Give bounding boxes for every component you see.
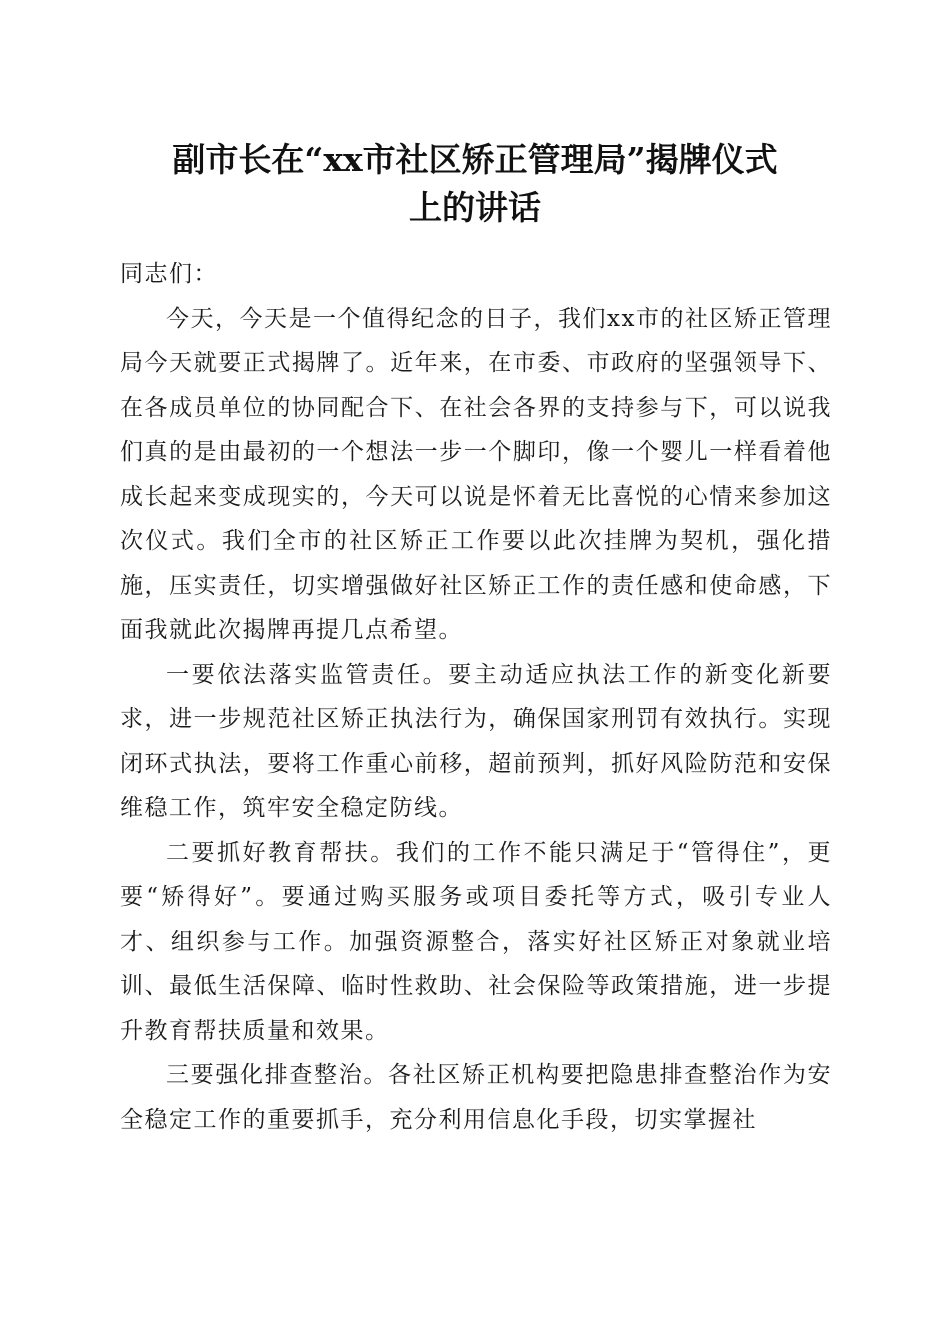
title-line-1: 副市长在“xx市社区矫正管理局”揭牌仪式: [172, 140, 778, 179]
document-body: [120, 252, 832, 1142]
document-title: [110, 136, 840, 232]
paragraph-point-1: 一要依法落实监管责任。要主动适应执法工作的新变化新要求，进一步规范社区矫正执法行为，确保国家刑罚有效执行。实现闭环式执法，要将工作重心前移，超前预判，抓好风险防范和安保维稳工作，筑牢安全稳定防线。: [120, 661, 832, 821]
paragraph-opening: 今天，今天是一个值得纪念的日子，我们xx市的社区矫正管理局今天就要正式揭牌了。近年来，在市委、市政府的坚强领导下、在各成员单位的协同配合下、在社会各界的支持参与下，可以说我们真的是由最初的一个想法一步一个脚印，像一个婴儿一样看着他成长起来变成现实的，今天可以说是怀着无比喜悦的心情来参加这次仪式。我们全市的社区矫正工作要以此次挂牌为契机，强化措施，压实责任，切实增强做好社区矫正工作的责任感和使命感，下面我就此次揭牌再提几点希望。: [120, 305, 832, 643]
title-line-2: 上的讲话: [409, 188, 541, 227]
paragraph-point-3: 三要强化排查整治。各社区矫正机构要把隐患排查整治作为安全稳定工作的重要抓手，充分利用信息化手段，切实掌握社: [120, 1062, 832, 1133]
salutation: 同志们：: [120, 261, 218, 287]
paragraph-point-2: 二要抓好教育帮扶。我们的工作不能只满足于“管得住”，更要“矫得好”。要通过购买服务或项目委托等方式，吸引专业人才、组织参与工作。加强资源整合，落实好社区矫正对象就业培训、最低生活保障、临时性救助、社会保险等政策措施，进一步提升教育帮扶质量和效果。: [120, 839, 832, 1044]
